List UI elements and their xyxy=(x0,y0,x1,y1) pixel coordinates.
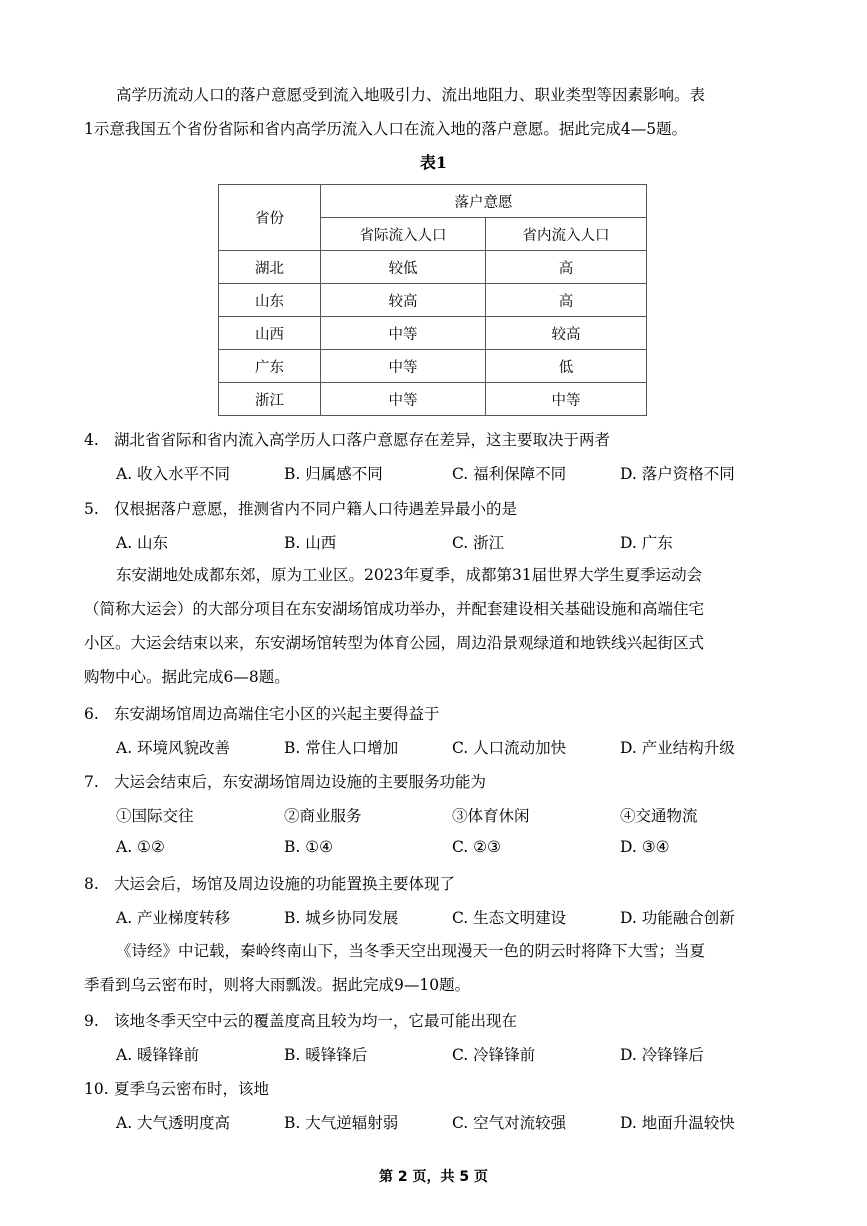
intro-2-line-4: 购物中心。据此完成6—8题。 xyxy=(84,668,290,686)
option-c[interactable]: C. 浙江 xyxy=(452,534,505,552)
cell-intra: 高 xyxy=(486,251,647,284)
table-row xyxy=(219,317,647,350)
intro-2-line-1: 东安湖地处成都东郊，原为工业区。2023年夏季，成都第31届世界大学生夏季运动会 xyxy=(116,566,703,584)
question-number: 6. xyxy=(84,705,99,723)
cell-province: 山东 xyxy=(219,284,321,317)
option-a[interactable]: A. 环境风貌改善 xyxy=(116,739,231,757)
cell-province: 湖北 xyxy=(219,251,321,284)
option-a[interactable]: A. 产业梯度转移 xyxy=(116,909,231,927)
cell-inter: 中等 xyxy=(321,350,486,383)
option-a[interactable]: A. 收入水平不同 xyxy=(116,465,231,483)
option-a[interactable]: A. 山东 xyxy=(116,534,169,552)
question-7-items xyxy=(116,804,796,826)
header-settlement-intent: 落户意愿 xyxy=(321,185,647,218)
cell-inter: 中等 xyxy=(321,383,486,416)
table-title: 表1 xyxy=(419,153,448,172)
intro-3-line-1: 《诗经》中记载，秦岭终南山下，当冬季天空出现漫天一色的阴云时将降下大雪；当夏 xyxy=(116,942,706,960)
question-stem: 湖北省省际和省内流入高学历人口落户意愿存在差异，这主要取决于两者 xyxy=(114,431,611,449)
option-a[interactable]: A. 大气透明度高 xyxy=(116,1114,231,1132)
question-10-options xyxy=(116,1111,796,1133)
item-1: ①国际交往 xyxy=(116,807,194,825)
item-3: ③体育休闲 xyxy=(452,807,530,825)
option-b[interactable]: B. 归属感不同 xyxy=(284,465,383,483)
option-d[interactable]: D. 产业结构升级 xyxy=(620,739,735,757)
option-c[interactable]: C. 人口流动加快 xyxy=(452,739,567,757)
cell-province: 浙江 xyxy=(219,383,321,416)
question-10 xyxy=(84,1077,269,1099)
question-number: 10. xyxy=(84,1080,109,1098)
table-row xyxy=(219,350,647,383)
question-6-options xyxy=(116,736,796,758)
option-c[interactable]: C. 空气对流较强 xyxy=(452,1114,567,1132)
cell-intra: 低 xyxy=(486,350,647,383)
page-footer: 第 2 页，共 5 页 xyxy=(379,1169,488,1185)
question-number: 5. xyxy=(84,500,99,518)
intro-2-line-3: 小区。大运会结束以来，东安湖场馆转型为体育公园，周边沿景观绿道和地铁线兴起街区式 xyxy=(84,634,705,652)
question-number: 8. xyxy=(84,875,99,893)
option-c[interactable]: C. 冷锋锋前 xyxy=(452,1046,536,1064)
option-c[interactable]: C. 福利保障不同 xyxy=(452,465,567,483)
table-row xyxy=(219,383,647,416)
cell-intra: 中等 xyxy=(486,383,647,416)
question-number: 9. xyxy=(84,1012,99,1030)
option-d[interactable]: D. 冷锋锋后 xyxy=(620,1046,704,1064)
question-7-options xyxy=(116,838,796,856)
item-4: ④交通物流 xyxy=(620,807,698,825)
item-2: ②商业服务 xyxy=(284,807,362,825)
question-stem: 东安湖场馆周边高端住宅小区的兴起主要得益于 xyxy=(114,705,440,723)
intro-2-line-2: （简称大运会）的大部分项目在东安湖场馆成功举办，并配套建设相关基础设施和高端住宅 xyxy=(84,600,705,618)
option-b[interactable]: B. 常住人口增加 xyxy=(284,739,399,757)
question-4-options xyxy=(116,462,796,484)
cell-province: 山西 xyxy=(219,317,321,350)
intro-3-line-2: 季看到乌云密布时，则将大雨瓢泼。据此完成9—10题。 xyxy=(84,976,471,994)
question-7 xyxy=(84,770,486,792)
table-row xyxy=(219,284,647,317)
question-stem: 夏季乌云密布时，该地 xyxy=(114,1080,270,1098)
intro-paragraph-3 xyxy=(84,934,790,1002)
question-6 xyxy=(84,702,440,724)
header-province: 省份 xyxy=(219,185,321,251)
question-8 xyxy=(84,872,455,894)
option-c[interactable]: C. ②③ xyxy=(452,838,501,856)
option-a[interactable]: A. 暖锋锋前 xyxy=(116,1046,200,1064)
option-b[interactable]: B. 暖锋锋后 xyxy=(284,1046,368,1064)
question-5 xyxy=(84,497,517,519)
option-d[interactable]: D. 广东 xyxy=(620,534,673,552)
cell-intra: 较高 xyxy=(486,317,647,350)
option-b[interactable]: B. 大气逆辐射弱 xyxy=(284,1114,399,1132)
option-a[interactable]: A. ①② xyxy=(116,838,165,856)
intro-paragraph-2 xyxy=(84,558,790,694)
intro-1-line-1: 高学历流动人口的落户意愿受到流入地吸引力、流出地阻力、职业类型等因素影响。表 xyxy=(116,86,706,104)
question-4 xyxy=(84,428,610,450)
intro-paragraph-1 xyxy=(84,78,790,146)
question-number: 4. xyxy=(84,431,99,449)
cell-inter: 中等 xyxy=(321,317,486,350)
question-stem: 大运会后，场馆及周边设施的功能置换主要体现了 xyxy=(114,875,456,893)
cell-inter: 较低 xyxy=(321,251,486,284)
option-d[interactable]: D. 地面升温较快 xyxy=(620,1114,735,1132)
intro-1-line-2: 1示意我国五个省份省际和省内高学历流入人口在流入地的落户意愿。据此完成4—5题。 xyxy=(84,120,688,138)
header-intra-province: 省内流入人口 xyxy=(486,218,647,251)
question-stem: 大运会结束后，东安湖场馆周边设施的主要服务功能为 xyxy=(114,773,487,791)
settlement-table xyxy=(218,184,647,416)
cell-inter: 较高 xyxy=(321,284,486,317)
table-row xyxy=(219,251,647,284)
option-d[interactable]: D. ③④ xyxy=(620,838,670,856)
question-5-options xyxy=(116,531,796,553)
cell-province: 广东 xyxy=(219,350,321,383)
question-8-options xyxy=(116,906,796,928)
option-b[interactable]: B. 城乡协同发展 xyxy=(284,909,399,927)
option-b[interactable]: B. ①④ xyxy=(284,838,334,856)
question-stem: 仅根据落户意愿，推测省内不同户籍人口待遇差异最小的是 xyxy=(114,500,518,518)
header-inter-province: 省际流入人口 xyxy=(321,218,486,251)
question-9 xyxy=(84,1009,517,1031)
option-d[interactable]: D. 落户资格不同 xyxy=(620,465,735,483)
question-number: 7. xyxy=(84,773,99,791)
option-c[interactable]: C. 生态文明建设 xyxy=(452,909,567,927)
cell-intra: 高 xyxy=(486,284,647,317)
option-b[interactable]: B. 山西 xyxy=(284,534,337,552)
option-d[interactable]: D. 功能融合创新 xyxy=(620,909,735,927)
question-9-options xyxy=(116,1043,796,1065)
question-stem: 该地冬季天空中云的覆盖度高且较为均一，它最可能出现在 xyxy=(114,1012,518,1030)
